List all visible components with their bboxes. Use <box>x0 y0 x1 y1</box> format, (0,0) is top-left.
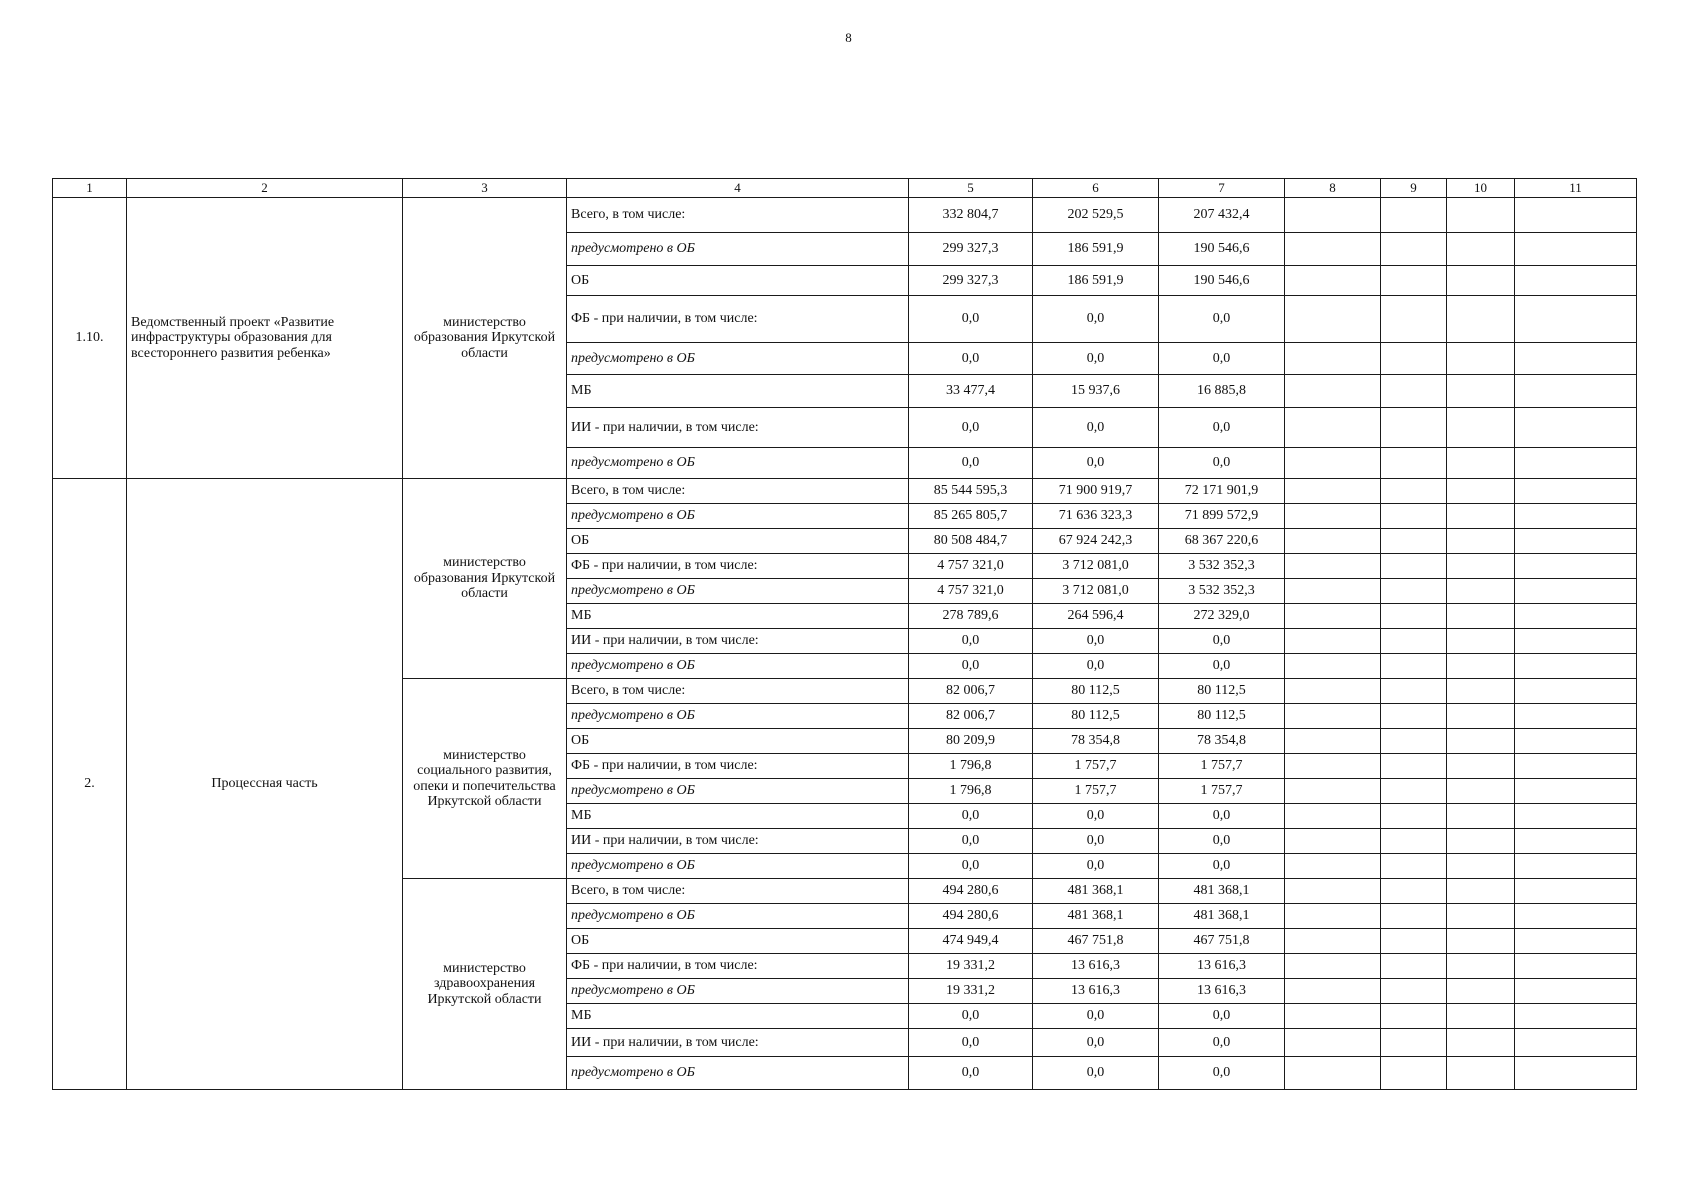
empty-cell <box>1381 504 1447 529</box>
row-label: предусмотрено в ОБ <box>567 704 909 729</box>
row-label: ОБ <box>567 529 909 554</box>
empty-cell <box>1285 233 1381 266</box>
empty-cell <box>1381 704 1447 729</box>
executor-cell: министерство образования Иркутской области <box>403 198 567 479</box>
value-cell: 299 327,3 <box>909 266 1033 296</box>
value-cell: 0,0 <box>1033 1057 1159 1090</box>
empty-cell <box>1381 654 1447 679</box>
empty-cell <box>1381 529 1447 554</box>
empty-cell <box>1285 554 1381 579</box>
section-name: Ведомственный проект «Развитие инфраструктуры образования для всестороннего развития ребенка» <box>127 198 403 479</box>
value-cell: 3 532 352,3 <box>1159 554 1285 579</box>
empty-cell <box>1447 954 1515 979</box>
value-cell: 186 591,9 <box>1033 233 1159 266</box>
value-cell: 481 368,1 <box>1159 879 1285 904</box>
budget-table <box>52 178 1637 1090</box>
value-cell: 0,0 <box>1033 1004 1159 1029</box>
value-cell: 481 368,1 <box>1033 879 1159 904</box>
value-cell: 1 796,8 <box>909 779 1033 804</box>
value-cell: 1 796,8 <box>909 754 1033 779</box>
value-cell: 202 529,5 <box>1033 198 1159 233</box>
value-cell: 264 596,4 <box>1033 604 1159 629</box>
value-cell: 0,0 <box>909 1057 1033 1090</box>
value-cell: 467 751,8 <box>1033 929 1159 954</box>
value-cell: 0,0 <box>1033 448 1159 479</box>
empty-cell <box>1381 804 1447 829</box>
empty-cell <box>1381 233 1447 266</box>
section-number: 1.10. <box>53 198 127 479</box>
value-cell: 481 368,1 <box>1033 904 1159 929</box>
empty-cell <box>1285 854 1381 879</box>
empty-cell <box>1447 679 1515 704</box>
empty-cell <box>1515 854 1637 879</box>
empty-cell <box>1285 729 1381 754</box>
empty-cell <box>1381 579 1447 604</box>
empty-cell <box>1447 448 1515 479</box>
empty-cell <box>1285 504 1381 529</box>
value-cell: 0,0 <box>1033 296 1159 343</box>
empty-cell <box>1515 879 1637 904</box>
empty-cell <box>1447 929 1515 954</box>
table-row <box>53 198 1637 233</box>
empty-cell <box>1381 343 1447 375</box>
value-cell: 0,0 <box>909 629 1033 654</box>
empty-cell <box>1381 954 1447 979</box>
value-cell: 0,0 <box>1033 654 1159 679</box>
empty-cell <box>1447 529 1515 554</box>
empty-cell <box>1285 266 1381 296</box>
column-header: 1 <box>53 179 127 198</box>
row-label: предусмотрено в ОБ <box>567 904 909 929</box>
page-number: 8 <box>845 30 852 45</box>
value-cell: 0,0 <box>909 408 1033 448</box>
value-cell: 0,0 <box>909 1004 1033 1029</box>
value-cell: 299 327,3 <box>909 233 1033 266</box>
value-cell: 3 712 081,0 <box>1033 579 1159 604</box>
row-label: ФБ - при наличии, в том числе: <box>567 296 909 343</box>
value-cell: 0,0 <box>1159 296 1285 343</box>
empty-cell <box>1515 654 1637 679</box>
value-cell: 3 532 352,3 <box>1159 579 1285 604</box>
empty-cell <box>1447 979 1515 1004</box>
row-label: ИИ - при наличии, в том числе: <box>567 829 909 854</box>
row-label: предусмотрено в ОБ <box>567 1057 909 1090</box>
value-cell: 0,0 <box>1033 629 1159 654</box>
empty-cell <box>1447 829 1515 854</box>
empty-cell <box>1515 779 1637 804</box>
empty-cell <box>1285 604 1381 629</box>
empty-cell <box>1447 1004 1515 1029</box>
empty-cell <box>1285 343 1381 375</box>
empty-cell <box>1515 448 1637 479</box>
value-cell: 4 757 321,0 <box>909 554 1033 579</box>
value-cell: 207 432,4 <box>1159 198 1285 233</box>
empty-cell <box>1515 604 1637 629</box>
value-cell: 13 616,3 <box>1033 954 1159 979</box>
empty-cell <box>1515 629 1637 654</box>
value-cell: 0,0 <box>1033 829 1159 854</box>
column-header: 7 <box>1159 179 1285 198</box>
column-header: 3 <box>403 179 567 198</box>
value-cell: 0,0 <box>909 654 1033 679</box>
value-cell: 85 544 595,3 <box>909 479 1033 504</box>
value-cell: 1 757,7 <box>1159 779 1285 804</box>
column-header: 6 <box>1033 179 1159 198</box>
value-cell: 1 757,7 <box>1033 779 1159 804</box>
empty-cell <box>1381 904 1447 929</box>
empty-cell <box>1381 198 1447 233</box>
value-cell: 0,0 <box>1159 1004 1285 1029</box>
row-label: предусмотрено в ОБ <box>567 779 909 804</box>
row-label: ИИ - при наличии, в том числе: <box>567 1029 909 1057</box>
value-cell: 71 899 572,9 <box>1159 504 1285 529</box>
value-cell: 85 265 805,7 <box>909 504 1033 529</box>
empty-cell <box>1515 1029 1637 1057</box>
value-cell: 80 112,5 <box>1159 679 1285 704</box>
empty-cell <box>1515 375 1637 408</box>
empty-cell <box>1285 804 1381 829</box>
empty-cell <box>1515 504 1637 529</box>
value-cell: 0,0 <box>1033 1029 1159 1057</box>
row-label: Всего, в том числе: <box>567 679 909 704</box>
value-cell: 0,0 <box>1033 343 1159 375</box>
empty-cell <box>1381 879 1447 904</box>
empty-cell <box>1515 266 1637 296</box>
row-label: МБ <box>567 375 909 408</box>
empty-cell <box>1285 1057 1381 1090</box>
empty-cell <box>1447 729 1515 754</box>
value-cell: 494 280,6 <box>909 879 1033 904</box>
empty-cell <box>1447 198 1515 233</box>
empty-cell <box>1447 296 1515 343</box>
empty-cell <box>1515 554 1637 579</box>
value-cell: 0,0 <box>909 804 1033 829</box>
empty-cell <box>1285 1004 1381 1029</box>
empty-cell <box>1381 408 1447 448</box>
empty-cell <box>1381 779 1447 804</box>
value-cell: 0,0 <box>1159 1029 1285 1057</box>
empty-cell <box>1381 979 1447 1004</box>
row-label: ФБ - при наличии, в том числе: <box>567 554 909 579</box>
row-label: ОБ <box>567 729 909 754</box>
row-label: ФБ - при наличии, в том числе: <box>567 754 909 779</box>
value-cell: 68 367 220,6 <box>1159 529 1285 554</box>
value-cell: 0,0 <box>1159 829 1285 854</box>
empty-cell <box>1515 704 1637 729</box>
column-header: 4 <box>567 179 909 198</box>
empty-cell <box>1515 579 1637 604</box>
value-cell: 0,0 <box>909 343 1033 375</box>
value-cell: 19 331,2 <box>909 979 1033 1004</box>
empty-cell <box>1447 554 1515 579</box>
empty-cell <box>1381 1057 1447 1090</box>
empty-cell <box>1381 266 1447 296</box>
column-header: 8 <box>1285 179 1381 198</box>
empty-cell <box>1285 629 1381 654</box>
section-name: Процессная часть <box>127 479 403 1090</box>
value-cell: 80 112,5 <box>1159 704 1285 729</box>
empty-cell <box>1285 375 1381 408</box>
empty-cell <box>1285 1029 1381 1057</box>
empty-cell <box>1285 448 1381 479</box>
row-label: предусмотрено в ОБ <box>567 579 909 604</box>
empty-cell <box>1515 233 1637 266</box>
empty-cell <box>1381 479 1447 504</box>
empty-cell <box>1515 804 1637 829</box>
empty-cell <box>1381 829 1447 854</box>
empty-cell <box>1447 629 1515 654</box>
empty-cell <box>1515 904 1637 929</box>
empty-cell <box>1285 679 1381 704</box>
empty-cell <box>1285 979 1381 1004</box>
empty-cell <box>1285 754 1381 779</box>
empty-cell <box>1515 754 1637 779</box>
empty-cell <box>1381 854 1447 879</box>
empty-cell <box>1447 904 1515 929</box>
empty-cell <box>1515 479 1637 504</box>
empty-cell <box>1515 408 1637 448</box>
empty-cell <box>1515 296 1637 343</box>
empty-cell <box>1515 1057 1637 1090</box>
value-cell: 15 937,6 <box>1033 375 1159 408</box>
value-cell: 481 368,1 <box>1159 904 1285 929</box>
value-cell: 0,0 <box>1159 408 1285 448</box>
row-label: МБ <box>567 1004 909 1029</box>
value-cell: 16 885,8 <box>1159 375 1285 408</box>
value-cell: 0,0 <box>1033 804 1159 829</box>
column-header: 9 <box>1381 179 1447 198</box>
empty-cell <box>1447 879 1515 904</box>
empty-cell <box>1381 448 1447 479</box>
value-cell: 82 006,7 <box>909 679 1033 704</box>
value-cell: 3 712 081,0 <box>1033 554 1159 579</box>
value-cell: 78 354,8 <box>1033 729 1159 754</box>
value-cell: 190 546,6 <box>1159 233 1285 266</box>
value-cell: 80 112,5 <box>1033 704 1159 729</box>
value-cell: 78 354,8 <box>1159 729 1285 754</box>
value-cell: 80 209,9 <box>909 729 1033 754</box>
empty-cell <box>1285 296 1381 343</box>
value-cell: 71 636 323,3 <box>1033 504 1159 529</box>
value-cell: 0,0 <box>909 854 1033 879</box>
empty-cell <box>1285 479 1381 504</box>
value-cell: 474 949,4 <box>909 929 1033 954</box>
empty-cell <box>1515 679 1637 704</box>
empty-cell <box>1515 829 1637 854</box>
empty-cell <box>1285 879 1381 904</box>
empty-cell <box>1515 529 1637 554</box>
empty-cell <box>1447 1029 1515 1057</box>
empty-cell <box>1447 408 1515 448</box>
empty-cell <box>1447 479 1515 504</box>
row-label: предусмотрено в ОБ <box>567 854 909 879</box>
empty-cell <box>1285 829 1381 854</box>
column-header: 2 <box>127 179 403 198</box>
row-label: ОБ <box>567 266 909 296</box>
executor-cell: министерство образования Иркутской области <box>403 479 567 679</box>
row-label: предусмотрено в ОБ <box>567 343 909 375</box>
column-header: 5 <box>909 179 1033 198</box>
row-label: ОБ <box>567 929 909 954</box>
empty-cell <box>1447 1057 1515 1090</box>
column-header-row <box>53 179 1637 198</box>
empty-cell <box>1515 729 1637 754</box>
empty-cell <box>1447 754 1515 779</box>
row-label: МБ <box>567 604 909 629</box>
row-label: предусмотрено в ОБ <box>567 654 909 679</box>
value-cell: 13 616,3 <box>1033 979 1159 1004</box>
empty-cell <box>1447 704 1515 729</box>
empty-cell <box>1447 579 1515 604</box>
value-cell: 13 616,3 <box>1159 979 1285 1004</box>
empty-cell <box>1515 343 1637 375</box>
value-cell: 80 508 484,7 <box>909 529 1033 554</box>
empty-cell <box>1285 579 1381 604</box>
row-label: предусмотрено в ОБ <box>567 233 909 266</box>
empty-cell <box>1285 654 1381 679</box>
empty-cell <box>1447 266 1515 296</box>
empty-cell <box>1447 504 1515 529</box>
row-label: ФБ - при наличии, в том числе: <box>567 954 909 979</box>
row-label: предусмотрено в ОБ <box>567 448 909 479</box>
value-cell: 0,0 <box>909 829 1033 854</box>
empty-cell <box>1381 1029 1447 1057</box>
value-cell: 0,0 <box>1159 343 1285 375</box>
value-cell: 33 477,4 <box>909 375 1033 408</box>
executor-cell: министерство здравоохранения Иркутской области <box>403 879 567 1090</box>
value-cell: 80 112,5 <box>1033 679 1159 704</box>
value-cell: 0,0 <box>1033 854 1159 879</box>
section-number: 2. <box>53 479 127 1090</box>
empty-cell <box>1447 375 1515 408</box>
empty-cell <box>1515 198 1637 233</box>
value-cell: 0,0 <box>1159 854 1285 879</box>
empty-cell <box>1285 954 1381 979</box>
value-cell: 190 546,6 <box>1159 266 1285 296</box>
row-label: ИИ - при наличии, в том числе: <box>567 408 909 448</box>
empty-cell <box>1381 929 1447 954</box>
value-cell: 0,0 <box>909 1029 1033 1057</box>
empty-cell <box>1381 679 1447 704</box>
empty-cell <box>1381 375 1447 408</box>
empty-cell <box>1447 604 1515 629</box>
value-cell: 0,0 <box>1159 629 1285 654</box>
value-cell: 19 331,2 <box>909 954 1033 979</box>
row-label: предусмотрено в ОБ <box>567 979 909 1004</box>
empty-cell <box>1285 529 1381 554</box>
value-cell: 0,0 <box>1033 408 1159 448</box>
executor-cell: министерство социального развития, опеки и попечительства Иркутской области <box>403 679 567 879</box>
row-label: Всего, в том числе: <box>567 198 909 233</box>
value-cell: 0,0 <box>1159 1057 1285 1090</box>
empty-cell <box>1447 779 1515 804</box>
column-header: 10 <box>1447 179 1515 198</box>
empty-cell <box>1381 729 1447 754</box>
value-cell: 82 006,7 <box>909 704 1033 729</box>
value-cell: 0,0 <box>1159 448 1285 479</box>
empty-cell <box>1515 929 1637 954</box>
value-cell: 67 924 242,3 <box>1033 529 1159 554</box>
table-row <box>53 479 1637 504</box>
empty-cell <box>1447 854 1515 879</box>
empty-cell <box>1285 929 1381 954</box>
empty-cell <box>1285 704 1381 729</box>
value-cell: 1 757,7 <box>1033 754 1159 779</box>
empty-cell <box>1447 804 1515 829</box>
empty-cell <box>1285 408 1381 448</box>
empty-cell <box>1381 754 1447 779</box>
value-cell: 0,0 <box>909 448 1033 479</box>
empty-cell <box>1447 343 1515 375</box>
empty-cell <box>1447 654 1515 679</box>
value-cell: 4 757 321,0 <box>909 579 1033 604</box>
row-label: МБ <box>567 804 909 829</box>
value-cell: 494 280,6 <box>909 904 1033 929</box>
empty-cell <box>1285 904 1381 929</box>
value-cell: 1 757,7 <box>1159 754 1285 779</box>
value-cell: 186 591,9 <box>1033 266 1159 296</box>
value-cell: 467 751,8 <box>1159 929 1285 954</box>
value-cell: 332 804,7 <box>909 198 1033 233</box>
column-header: 11 <box>1515 179 1637 198</box>
value-cell: 13 616,3 <box>1159 954 1285 979</box>
empty-cell <box>1285 198 1381 233</box>
value-cell: 71 900 919,7 <box>1033 479 1159 504</box>
empty-cell <box>1381 604 1447 629</box>
empty-cell <box>1285 779 1381 804</box>
empty-cell <box>1381 1004 1447 1029</box>
row-label: ИИ - при наличии, в том числе: <box>567 629 909 654</box>
empty-cell <box>1515 954 1637 979</box>
empty-cell <box>1515 979 1637 1004</box>
empty-cell <box>1381 296 1447 343</box>
empty-cell <box>1515 1004 1637 1029</box>
value-cell: 0,0 <box>909 296 1033 343</box>
empty-cell <box>1381 629 1447 654</box>
value-cell: 0,0 <box>1159 804 1285 829</box>
value-cell: 0,0 <box>1159 654 1285 679</box>
value-cell: 278 789,6 <box>909 604 1033 629</box>
empty-cell <box>1381 554 1447 579</box>
value-cell: 272 329,0 <box>1159 604 1285 629</box>
empty-cell <box>1447 233 1515 266</box>
value-cell: 72 171 901,9 <box>1159 479 1285 504</box>
row-label: предусмотрено в ОБ <box>567 504 909 529</box>
row-label: Всего, в том числе: <box>567 879 909 904</box>
row-label: Всего, в том числе: <box>567 479 909 504</box>
